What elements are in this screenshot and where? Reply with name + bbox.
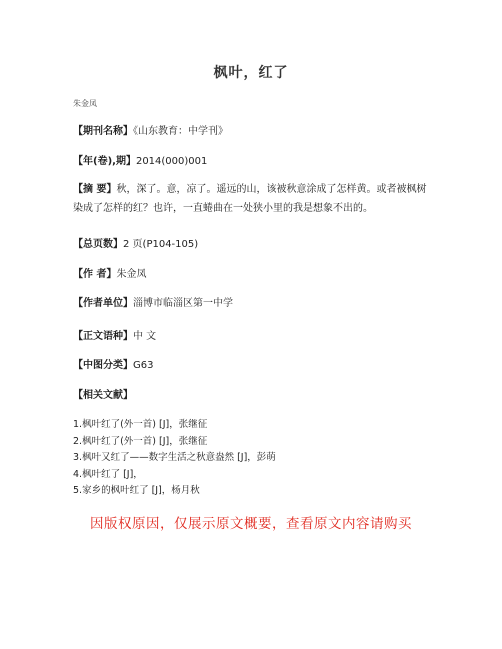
field-author [73, 265, 433, 284]
field-total-pages [73, 235, 433, 254]
field-abstract [73, 180, 433, 218]
reference-item: 5.家乡的枫叶红了 [J]，杨月秋 [73, 485, 200, 496]
field-value: G63 [133, 360, 154, 371]
reference-item: 2.枫叶红了(外一首) [J]，张继征 [73, 435, 208, 447]
copyright-notice: 因版权原因，仅展示原文概要，查看原文内容请购买 [90, 516, 412, 532]
field-author-unit [73, 294, 433, 313]
field-value: 淄博市临淄区第一中学 [133, 298, 233, 309]
reference-list [73, 417, 433, 500]
field-related-literature [73, 386, 433, 405]
reference-item: 4.枫叶红了 [J]， [73, 468, 143, 480]
field-value: 《山东教育：中学刊》 [133, 126, 228, 137]
field-journal-name [73, 122, 433, 141]
author-name: 朱金凤 [73, 99, 97, 108]
field-label: 【总页数】 [73, 239, 123, 250]
field-value: 秋，深了。意，凉了。遥远的山，该被秋意涂成了怎样黄。或者被枫树染成了怎样的红？也许，一直蜷曲在一处狭小里的我是想象不出的。 [73, 184, 427, 214]
field-language [73, 327, 433, 346]
field-year-volume-issue [73, 152, 433, 171]
field-label: 【年(卷),期】 [73, 156, 136, 167]
field-value: 中 文 [133, 331, 157, 342]
field-value: 2 页(P104-105) [123, 239, 199, 250]
field-classification [73, 356, 433, 375]
field-label: 【中图分类】 [73, 360, 133, 371]
field-label: 【作者单位】 [73, 298, 133, 309]
field-label: 【摘 要】 [73, 184, 117, 195]
document-title: 枫叶，红了 [213, 65, 289, 81]
field-label: 【期刊名称】 [73, 126, 133, 137]
field-label: 【正文语种】 [73, 331, 133, 342]
field-label: 【作 者】 [73, 269, 117, 280]
field-value: 朱金凤 [116, 269, 147, 280]
field-label: 【相关文献】 [73, 390, 133, 401]
reference-item: 3.枫叶又红了——数字生活之秋意盎然 [J]，彭萌 [73, 452, 276, 463]
reference-item: 1.枫叶红了(外一首) [J]，张继征 [73, 419, 208, 430]
field-value: 2014(000)001 [135, 156, 208, 167]
